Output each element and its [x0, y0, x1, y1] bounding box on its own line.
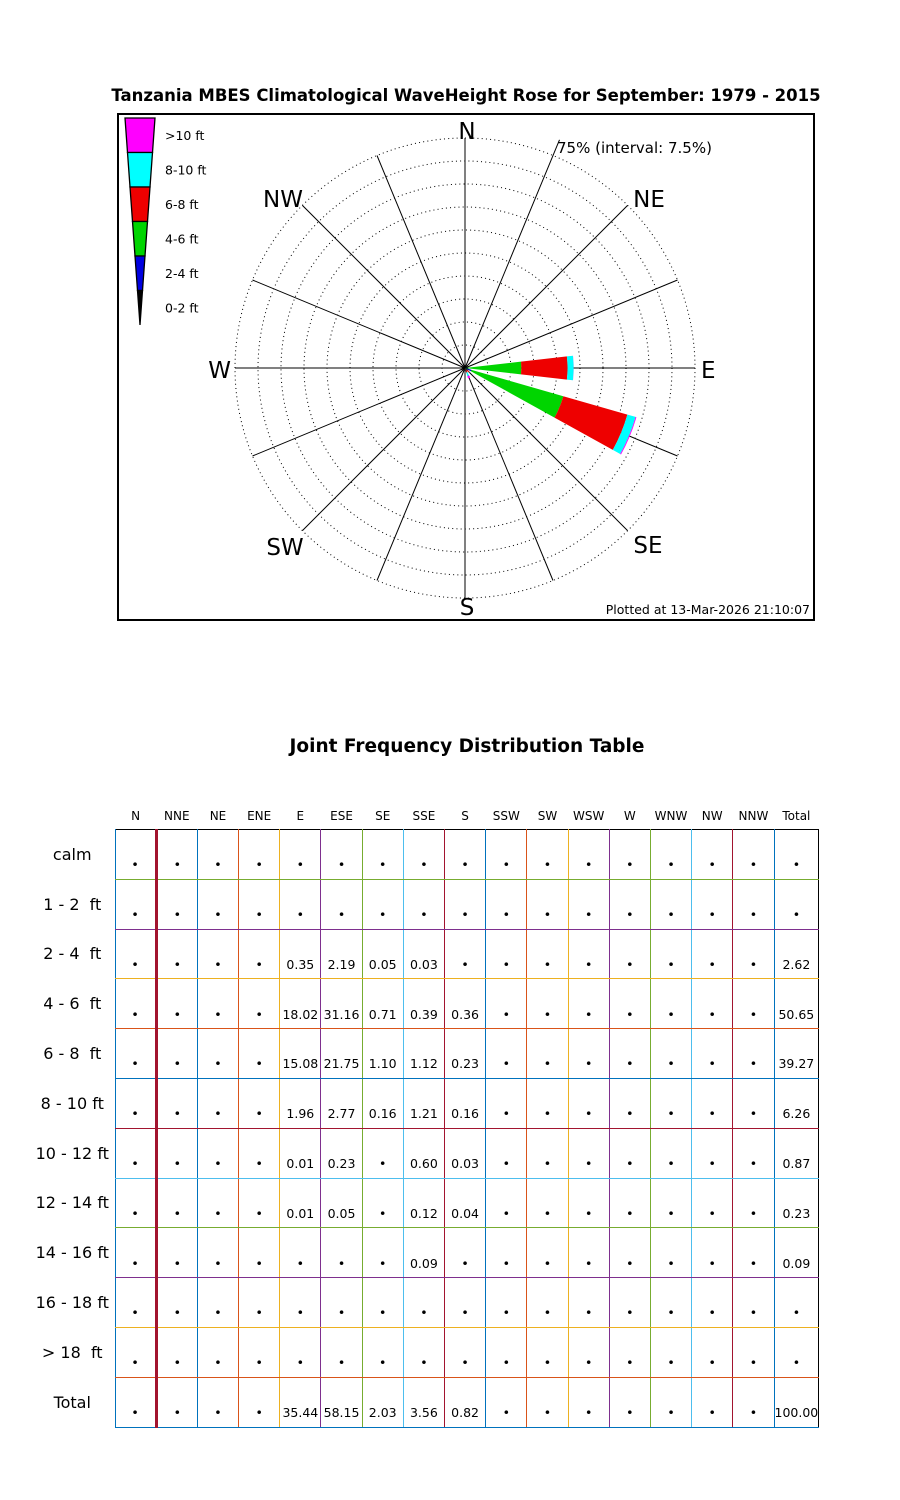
- table-cell: •: [650, 1178, 691, 1228]
- table-cell: •: [733, 830, 774, 880]
- table-cell: •: [527, 929, 568, 979]
- table-cell: •: [692, 1128, 733, 1178]
- compass-label-e: E: [701, 358, 716, 384]
- table-cell: •: [239, 1327, 280, 1377]
- row-label: calm: [52, 844, 92, 864]
- table-cell: 0.03: [445, 1128, 486, 1178]
- wave-rose-panel: [117, 113, 815, 621]
- table-cell: 0.16: [445, 1078, 486, 1128]
- table-cell: •: [115, 979, 156, 1029]
- compass-label-ne: NE: [633, 187, 665, 213]
- table-cell: •: [650, 1278, 691, 1328]
- column-header-nw: NW: [701, 809, 723, 823]
- table-cell: •: [568, 879, 609, 929]
- table-cell: •: [280, 1327, 321, 1377]
- table-cell: •: [156, 979, 197, 1029]
- header-row: [30, 795, 819, 830]
- table-cell: •: [445, 830, 486, 880]
- table-cell: •: [197, 830, 238, 880]
- row-label: 1 - 2 ft: [43, 894, 102, 914]
- table-cell: •: [445, 879, 486, 929]
- table-cell: 2.77: [321, 1078, 362, 1128]
- table-cell: 0.23: [774, 1178, 819, 1228]
- table-cell: •: [527, 1128, 568, 1178]
- table-cell: •: [527, 1327, 568, 1377]
- table-cell: •: [650, 1327, 691, 1377]
- table-cell: •: [115, 1178, 156, 1228]
- table-cell: •: [692, 879, 733, 929]
- column-header-sse: SSE: [412, 809, 436, 823]
- rose-petal-ESE-6-8 ft: [555, 396, 628, 450]
- table-cell: •: [156, 1178, 197, 1228]
- table-cell: •: [733, 1178, 774, 1228]
- table-cell: •: [692, 1278, 733, 1328]
- table-cell: 0.36: [445, 979, 486, 1029]
- table-cell: •: [733, 1278, 774, 1328]
- polar-grid-spoke: [465, 140, 560, 368]
- column-header-ssw: SSW: [492, 809, 520, 823]
- table-cell: •: [156, 1278, 197, 1328]
- table-cell: 31.16: [321, 979, 362, 1029]
- table-cell: •: [609, 929, 650, 979]
- table-cell: •: [733, 1128, 774, 1178]
- table-cell: 0.01: [280, 1178, 321, 1228]
- table-cell: •: [733, 1228, 774, 1278]
- table-cell: •: [197, 1377, 238, 1427]
- table-cell: •: [692, 1327, 733, 1377]
- table-cell: •: [486, 1078, 527, 1128]
- table-cell: •: [486, 979, 527, 1029]
- row-label: 14 - 16 ft: [35, 1243, 109, 1263]
- table-row: [30, 979, 819, 1029]
- row-label: 8 - 10 ft: [40, 1093, 104, 1113]
- row-label: > 18 ft: [41, 1342, 103, 1362]
- column-header-s: S: [461, 809, 469, 823]
- table-cell: •: [486, 1128, 527, 1178]
- column-header-n: N: [131, 809, 141, 823]
- table-cell: •: [115, 1327, 156, 1377]
- table-cell: •: [115, 1228, 156, 1278]
- table-cell: •: [239, 1078, 280, 1128]
- row-label: 16 - 18 ft: [35, 1293, 109, 1313]
- table-cell: •: [609, 1327, 650, 1377]
- table-cell: •: [239, 1029, 280, 1079]
- table-cell: •: [527, 979, 568, 1029]
- table-cell: •: [692, 830, 733, 880]
- table-cell: 50.65: [774, 979, 819, 1029]
- table-cell: •: [609, 979, 650, 1029]
- table-cell: •: [115, 1128, 156, 1178]
- legend-swatch-4-6 ft: [133, 222, 148, 257]
- table-cell: •: [527, 830, 568, 880]
- table-cell: •: [197, 929, 238, 979]
- table-cell: •: [486, 1327, 527, 1377]
- rose-petal-E-8-10 ft: [567, 356, 574, 381]
- table-cell: 1.21: [403, 1078, 444, 1128]
- table-cell: •: [733, 979, 774, 1029]
- table-cell: 100.00: [774, 1377, 819, 1427]
- table-cell: 0.01: [280, 1128, 321, 1178]
- table-cell: •: [321, 830, 362, 880]
- table-cell: •: [156, 1228, 197, 1278]
- table-cell: 15.08: [280, 1029, 321, 1079]
- table-cell: •: [239, 879, 280, 929]
- table-cell: •: [692, 1029, 733, 1079]
- column-header-nne: NNE: [164, 809, 190, 823]
- table-cell: •: [692, 929, 733, 979]
- table-cell: •: [362, 1128, 403, 1178]
- table-cell: •: [197, 1078, 238, 1128]
- table-cell: •: [156, 1078, 197, 1128]
- table-cell: •: [115, 830, 156, 880]
- table-cell: •: [692, 1178, 733, 1228]
- table-cell: •: [197, 979, 238, 1029]
- column-header-ene: ENE: [247, 809, 272, 823]
- corner-cell: [30, 795, 115, 830]
- legend-swatch-0-2 ft: [138, 291, 143, 326]
- table-cell: •: [527, 1178, 568, 1228]
- column-header-w: W: [623, 809, 636, 823]
- column-header-wsw: WSW: [572, 809, 605, 823]
- table-cell: •: [445, 1327, 486, 1377]
- table-cell: •: [486, 1278, 527, 1328]
- table-row: [30, 1078, 819, 1128]
- table-cell: •: [650, 1228, 691, 1278]
- rose-petal-S-8-10 ft: [465, 370, 466, 371]
- table-row: [30, 1029, 819, 1079]
- column-header-ese: ESE: [330, 809, 353, 823]
- table-cell: •: [156, 1128, 197, 1178]
- table-cell: •: [733, 1377, 774, 1427]
- table-cell: 0.03: [403, 929, 444, 979]
- column-header-total: Total: [782, 809, 811, 823]
- column-header-e: E: [296, 809, 305, 823]
- wave-rose-title: Tanzania MBES Climatological WaveHeight Rose for September: 1979 - 2015: [111, 86, 821, 105]
- legend-label: 8-10 ft: [165, 162, 207, 178]
- table-cell: 39.27: [774, 1029, 819, 1079]
- legend-swatch->10 ft: [125, 118, 155, 153]
- table-cell: •: [527, 1278, 568, 1328]
- table-cell: •: [197, 1327, 238, 1377]
- table-cell: •: [568, 1228, 609, 1278]
- table-cell: 3.56: [403, 1377, 444, 1427]
- polar-grid-spoke: [302, 205, 465, 368]
- table-cell: •: [609, 1278, 650, 1328]
- table-cell: •: [527, 1078, 568, 1128]
- compass-label-se: SE: [633, 533, 663, 559]
- table-cell: •: [115, 1377, 156, 1427]
- legend-label: 6-8 ft: [165, 196, 199, 212]
- table-cell: •: [692, 1228, 733, 1278]
- table-cell: •: [486, 1377, 527, 1427]
- table-cell: •: [445, 929, 486, 979]
- table-row: [30, 1178, 819, 1228]
- table-cell: •: [650, 879, 691, 929]
- compass-label-s: S: [459, 595, 475, 619]
- table-cell: •: [609, 1377, 650, 1427]
- table-cell: •: [733, 1029, 774, 1079]
- table-cell: •: [445, 1228, 486, 1278]
- table-cell: •: [362, 1228, 403, 1278]
- polar-grid-spoke: [465, 280, 678, 368]
- table-cell: •: [609, 1128, 650, 1178]
- table-row: [30, 1278, 819, 1328]
- radial-scale-label: 75% (interval: 7.5%): [557, 139, 712, 157]
- polar-grid-spoke: [377, 156, 465, 369]
- legend-swatch-8-10 ft: [128, 153, 153, 188]
- table-cell: •: [239, 979, 280, 1029]
- table-cell: •: [239, 929, 280, 979]
- legend-label: 4-6 ft: [165, 231, 199, 247]
- table-cell: •: [609, 1029, 650, 1079]
- table-cell: •: [650, 830, 691, 880]
- table-cell: 1.10: [362, 1029, 403, 1079]
- row-label: Total: [53, 1392, 91, 1412]
- table-cell: 0.12: [403, 1178, 444, 1228]
- table-cell: •: [774, 1327, 819, 1377]
- table-cell: •: [650, 1128, 691, 1178]
- table-cell: •: [362, 1178, 403, 1228]
- table-cell: •: [609, 1178, 650, 1228]
- table-cell: •: [280, 879, 321, 929]
- table-cell: •: [362, 879, 403, 929]
- compass-label-sw: SW: [266, 535, 304, 561]
- table-cell: •: [115, 879, 156, 929]
- table-cell: •: [568, 1377, 609, 1427]
- table-cell: •: [733, 879, 774, 929]
- table-cell: 2.19: [321, 929, 362, 979]
- table-row: [30, 929, 819, 979]
- table-title: Joint Frequency Distribution Table: [289, 736, 645, 757]
- table-cell: •: [568, 830, 609, 880]
- table-cell: •: [486, 929, 527, 979]
- table-cell: •: [156, 929, 197, 979]
- table-cell: •: [568, 1078, 609, 1128]
- polar-grid-spoke: [253, 280, 466, 368]
- table-cell: •: [239, 830, 280, 880]
- table-cell: •: [239, 1228, 280, 1278]
- table-cell: •: [650, 1078, 691, 1128]
- polar-grid-spoke: [465, 205, 628, 368]
- table-cell: •: [115, 1078, 156, 1128]
- joint-frequency-table-wrap: [30, 795, 819, 1428]
- table-cell: •: [527, 1228, 568, 1278]
- table-cell: •: [568, 929, 609, 979]
- table-cell: •: [650, 979, 691, 1029]
- table-cell: •: [486, 1029, 527, 1079]
- joint-frequency-table: [30, 795, 819, 1428]
- polar-grid-spoke: [377, 368, 465, 581]
- table-cell: •: [733, 929, 774, 979]
- table-cell: •: [197, 1278, 238, 1328]
- table-cell: •: [115, 929, 156, 979]
- table-row: [30, 1128, 819, 1178]
- table-cell: •: [362, 1327, 403, 1377]
- legend-label: 2-4 ft: [165, 265, 199, 281]
- polar-grid-spoke: [253, 368, 466, 456]
- table-cell: •: [239, 1128, 280, 1178]
- table-cell: •: [733, 1078, 774, 1128]
- table-cell: •: [527, 1377, 568, 1427]
- table-cell: •: [733, 1327, 774, 1377]
- table-cell: •: [609, 879, 650, 929]
- compass-label-n: N: [458, 119, 476, 145]
- table-row: [30, 879, 819, 929]
- row-label: 4 - 6 ft: [43, 994, 102, 1014]
- table-row: [30, 1327, 819, 1377]
- row-label: 12 - 14 ft: [35, 1193, 109, 1213]
- table-cell: •: [197, 1178, 238, 1228]
- table-cell: •: [156, 879, 197, 929]
- legend-swatch-6-8 ft: [130, 187, 150, 222]
- table-cell: •: [362, 1278, 403, 1328]
- table-cell: 0.23: [445, 1029, 486, 1079]
- table-cell: •: [568, 1128, 609, 1178]
- table-cell: •: [156, 1377, 197, 1427]
- compass-label-nw: NW: [263, 187, 303, 213]
- table-cell: 2.03: [362, 1377, 403, 1427]
- table-cell: •: [321, 1228, 362, 1278]
- table-cell: •: [774, 1278, 819, 1328]
- table-cell: •: [239, 1178, 280, 1228]
- rose-petal-SSE-8-10 ft: [466, 372, 469, 376]
- table-cell: •: [403, 879, 444, 929]
- table-cell: •: [568, 1178, 609, 1228]
- table-cell: •: [774, 879, 819, 929]
- table-cell: •: [403, 1278, 444, 1328]
- table-cell: •: [280, 1228, 321, 1278]
- table-cell: 35.44: [280, 1377, 321, 1427]
- table-cell: 0.71: [362, 979, 403, 1029]
- table-cell: 0.09: [403, 1228, 444, 1278]
- table-cell: •: [197, 1029, 238, 1079]
- column-header-se: SE: [375, 809, 391, 823]
- column-header-sw: SW: [537, 809, 558, 823]
- rose-petal-E-6-8 ft: [521, 356, 568, 379]
- table-cell: •: [239, 1377, 280, 1427]
- table-cell: 6.26: [774, 1078, 819, 1128]
- table-cell: •: [486, 1228, 527, 1278]
- table-cell: 1.12: [403, 1029, 444, 1079]
- table-cell: 0.82: [445, 1377, 486, 1427]
- table-cell: 18.02: [280, 979, 321, 1029]
- table-cell: •: [568, 979, 609, 1029]
- table-row: [30, 1377, 819, 1427]
- table-row: [30, 1228, 819, 1278]
- table-cell: •: [486, 879, 527, 929]
- plot-timestamp: Plotted at 13-Mar-2026 21:10:07: [605, 602, 810, 617]
- table-cell: 58.15: [321, 1377, 362, 1427]
- table-cell: •: [527, 1029, 568, 1079]
- table-cell: 0.05: [362, 929, 403, 979]
- table-cell: 0.16: [362, 1078, 403, 1128]
- table-cell: •: [156, 830, 197, 880]
- table-row: [30, 830, 819, 880]
- table-cell: •: [445, 1278, 486, 1328]
- legend-swatch-2-4 ft: [135, 256, 145, 291]
- table-cell: 2.62: [774, 929, 819, 979]
- table-cell: •: [156, 1327, 197, 1377]
- polar-grid-spoke: [302, 368, 465, 531]
- table-cell: •: [197, 1228, 238, 1278]
- table-cell: •: [692, 1377, 733, 1427]
- table-cell: •: [403, 830, 444, 880]
- table-cell: •: [280, 1278, 321, 1328]
- table-cell: 0.23: [321, 1128, 362, 1178]
- table-cell: •: [568, 1327, 609, 1377]
- table-cell: •: [486, 1178, 527, 1228]
- table-cell: •: [156, 1029, 197, 1079]
- table-cell: 1.96: [280, 1078, 321, 1128]
- table-cell: •: [527, 879, 568, 929]
- table-cell: 0.09: [774, 1228, 819, 1278]
- table-cell: •: [321, 1327, 362, 1377]
- table-cell: •: [321, 879, 362, 929]
- table-cell: •: [692, 1078, 733, 1128]
- table-cell: •: [650, 929, 691, 979]
- table-cell: •: [321, 1278, 362, 1328]
- table-cell: •: [115, 1029, 156, 1079]
- legend-label: >10 ft: [165, 127, 205, 143]
- row-label: 2 - 4 ft: [43, 944, 102, 964]
- wave-rose-plot: [119, 115, 813, 619]
- table-cell: 0.60: [403, 1128, 444, 1178]
- table-cell: •: [609, 1228, 650, 1278]
- table-cell: •: [115, 1278, 156, 1328]
- table-cell: •: [568, 1029, 609, 1079]
- table-cell: •: [362, 830, 403, 880]
- table-cell: •: [609, 1078, 650, 1128]
- table-cell: 0.39: [403, 979, 444, 1029]
- column-header-nnw: NNW: [738, 809, 769, 823]
- table-cell: 0.05: [321, 1178, 362, 1228]
- legend-label: 0-2 ft: [165, 300, 199, 316]
- table-cell: 0.04: [445, 1178, 486, 1228]
- row-label: 10 - 12 ft: [35, 1143, 109, 1163]
- compass-label-w: W: [208, 358, 231, 384]
- column-header-ne: NE: [209, 809, 227, 823]
- table-cell: •: [403, 1327, 444, 1377]
- row-label: 6 - 8 ft: [43, 1044, 102, 1064]
- column-header-wnw: WNW: [654, 809, 688, 823]
- table-cell: •: [486, 830, 527, 880]
- table-cell: •: [280, 830, 321, 880]
- table-cell: •: [568, 1278, 609, 1328]
- table-cell: •: [609, 830, 650, 880]
- table-cell: •: [197, 1128, 238, 1178]
- table-cell: 21.75: [321, 1029, 362, 1079]
- table-cell: 0.35: [280, 929, 321, 979]
- table-cell: 0.87: [774, 1128, 819, 1178]
- table-cell: •: [692, 979, 733, 1029]
- table-cell: •: [197, 879, 238, 929]
- table-cell: •: [650, 1377, 691, 1427]
- table-cell: •: [239, 1278, 280, 1328]
- table-cell: •: [650, 1029, 691, 1079]
- table-cell: •: [774, 830, 819, 880]
